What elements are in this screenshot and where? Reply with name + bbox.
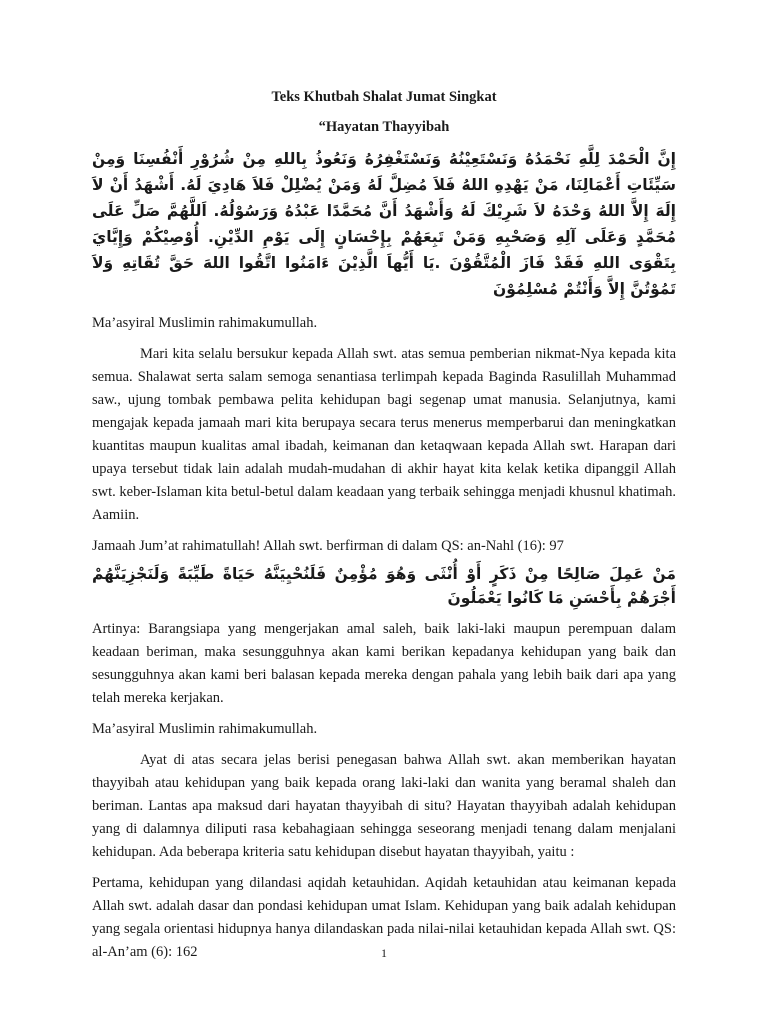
- quran-verse-arabic: مَنْ عَمِلَ صَالِحًا مِنْ ذَكَرٍ أَوْ أُنْثَى وَهُوَ مُؤْمِنٌ فَلَنُحْيِيَنَّهُ حَيَاةً طَيِّبَةً وَلَنَجْزِيَنَّهُمْ أَجْرَهُمْ بِأَحْسَنِ مَا كَانُوا يَعْمَلُونَ: [92, 565, 676, 607]
- translation-paragraph: Artinya: Barangsiapa yang mengerjakan amal saleh, baik laki-laki maupun perempuan dalam keadaan beriman, maka sesungguhnya akan kami berikan kepadanya kehidupan yang baik dan sesungguhnya akan kami beri balasan kepada mereka dengan pahala yang lebih baik dari apa yang telah mereka kerjakan.: [92, 621, 676, 706]
- opening-arabic-text: إِنَّ الْحَمْدَ لِلَّهِ نَحْمَدُهُ وَنَسْتَعِيْنُهُ وَنَسْتَغْفِرُهُ وَنَعُوذُ بِاللهِ مِنْ شُرُوْرِ أَنْفُسِنَا وَمِنْ سَيِّئَاتِ أَعْمَالِنَا، مَنْ يَهْدِهِ اللهُ فَلاَ مُضِلَّ لَهُ وَمَنْ يُضْلِلْ فَلاَ هَادِيَ لَهُ. أَشْهَدُ أَنْ لاَ إِلَهَ إِلاَّ اللهُ وَحْدَهُ لاَ شَرِيْكَ لَهُ وَأَشْهَدُ أَنَّ مُحَمَّدًا عَبْدُهُ وَرَسُوْلُهُ. اَللَّهُمَّ صَلِّ عَلَى مُحَمَّدٍ وَعَلَى آلِهِ وَصَحْبِهِ وَمَنْ تَبِعَهُمْ بِإِحْسَانٍ إِلَى يَوْمِ الدِّيْنِ. أُوْصِيْكُمْ وَإِيَّايَ بِتَقْوَى اللهِ فَقَدْ فَازَ الْمُتَّقُوْنَ .يَا أَيُّهاَ الَّذِيْنَ ءَامَنُوا اتَّقُوا اللهَ حَقَّ تُقَاتِهِ وَلاَ تَمُوْتُنَّ إِلاَّ وَأَنْتُمْ مُسْلِمُوْنَ: [92, 150, 676, 298]
- page-number: 1: [381, 946, 387, 960]
- greeting-paragraph: Ma’asyiral Muslimin rahimakumullah.: [92, 315, 318, 331]
- document-subtitle: “Hayatan Thayyibah: [318, 119, 450, 135]
- document-title: Teks Khutbah Shalat Jumat Singkat: [271, 89, 497, 105]
- greeting-paragraph-2: Ma’asyiral Muslimin rahimakumullah.: [92, 721, 318, 737]
- opening-paragraph: Mari kita selalu bersukur kepada Allah swt. atas semua pemberian nikmat-Nya kepada kita semua. Shalawat serta salam semoga senantiasa terlimpah kepada Baginda Rasulillah Muhammad saw., ujung tombak pembawa pelita kehidupan bagi segenap umat manusia. Selanjutnya, kami mengajak kepada jamaah mari kita berupaya secara terus menerus memperbarui dan meningkatkan kuantitas maupun kualitas amal ibadah, keimanan dan ketaqwaan kepada Allah swt. Harapan dari upaya tersebut tidak lain adalah mudah-mudahan di akhir hayat kita kelak ketika dipanggil Allah swt. keber-Islaman kita betul-betul dalam keadaan yang terbaik sehingga menjadi khusnul khatimah. Aamiin.: [92, 346, 676, 523]
- explanation-paragraph: Ayat di atas secara jelas berisi penegasan bahwa Allah swt. akan memberikan hayatan thayyibah atau kehidupan yang baik kepada orang laki-laki dan wanita yang beramal shaleh dan beriman. Lantas apa maksud dari hayatan thayyibah di situ? Hayatan thayyibah adalah kehidupan yang di dalamnya diliputi rasa kebahagiaan sehingga seseorang menjadi tenang dalam menjalani kehidupan. Ada beberapa kriteria satu kehidupan disebut hayatan thayyibah, yaitu :: [92, 752, 676, 860]
- document-page: [92, 82, 676, 964]
- jamaah-line: Jamaah Jum’at rahimatullah! Allah swt. berfirman di dalam QS: an-Nahl (16): 97: [92, 538, 564, 554]
- first-criteria-paragraph: Pertama, kehidupan yang dilandasi aqidah ketauhidan. Aqidah ketauhidan atau keimanan kepada Allah swt. adalah dasar dan pondasi kehidupan umat Islam. Kehidupan yang baik adalah kehidupan yang segala orientasi hidupnya hanya dilandaskan pada nilai-nilai ketauhidan kepada Allah swt. QS: al-An’am (6): 162: [92, 875, 676, 960]
